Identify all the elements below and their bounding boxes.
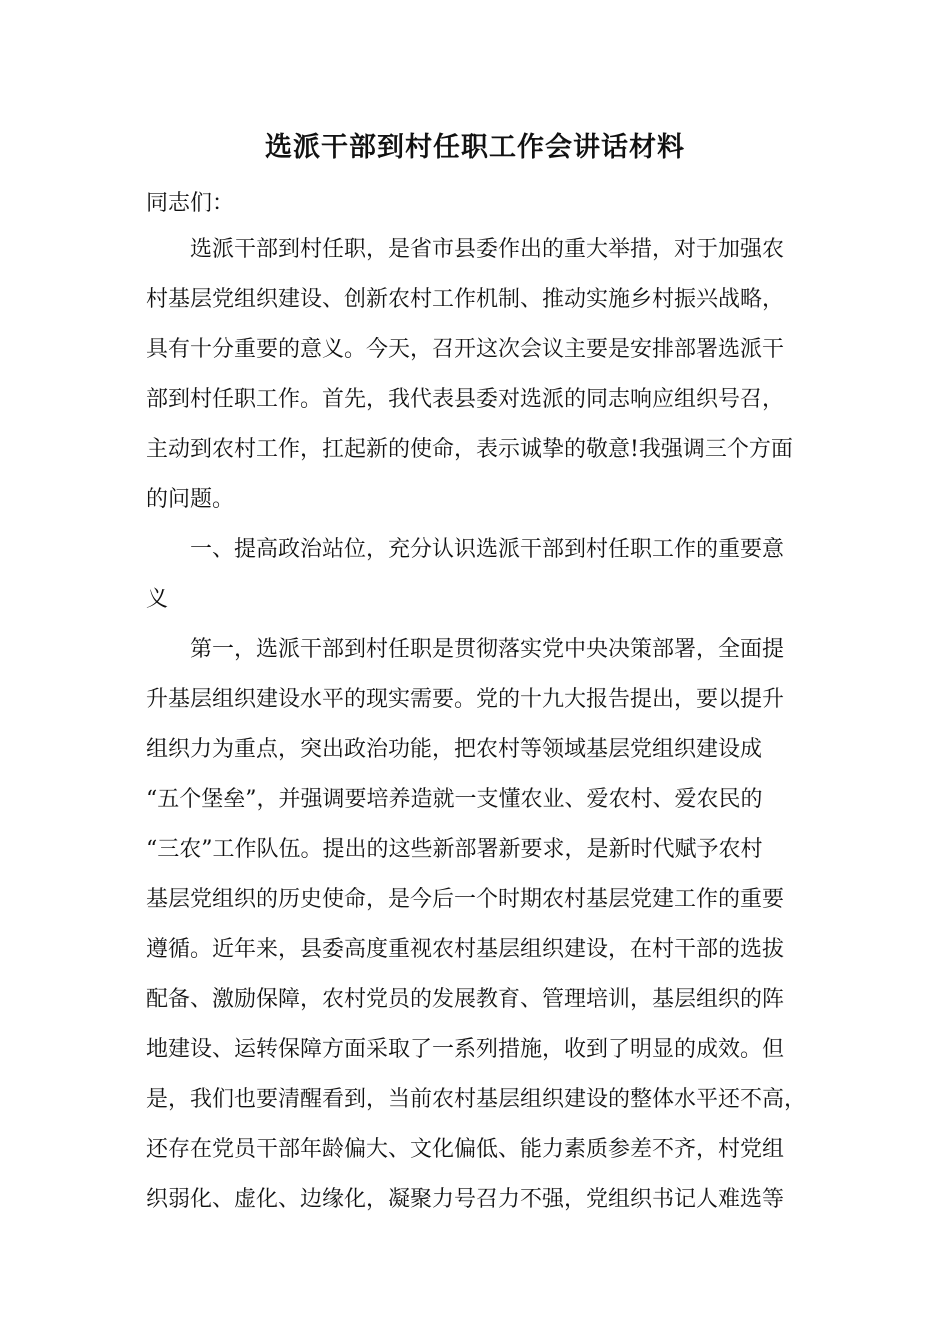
- body-line: 还存在党员干部年龄偏大、文化偏低、能力素质参差不齐，村党组: [146, 1137, 785, 1162]
- body-line: 升基层组织建设水平的现实需要。党的十九大报告提出，要以提升: [146, 687, 785, 712]
- body-line: 选派干部到村任职，是省市县委作出的重大举措，对于加强农: [190, 237, 785, 262]
- body-line: 部到村任职工作。首先，我代表县委对选派的同志响应组织号召，: [146, 387, 785, 412]
- body-line: 组织力为重点，突出政治功能，把农村等领域基层党组织建设成: [146, 737, 763, 762]
- salutation: 同志们：: [146, 191, 235, 216]
- body-line: 具有十分重要的意义。今天，召开这次会议主要是安排部署选派干: [146, 337, 785, 362]
- body-line: 遵循。近年来，县委高度重视农村基层组织建设，在村干部的选拔: [146, 937, 785, 962]
- body-line: 主动到农村工作，扛起新的使命，表示诚挚的敬意!我强调三个方面: [146, 437, 793, 462]
- section-heading-line: 一、提高政治站位，充分认识选派干部到村任职工作的重要意: [190, 537, 785, 562]
- body-line: 第一，选派干部到村任职是贯彻落实党中央决策部署，全面提: [190, 637, 785, 662]
- body-line: 织弱化、虚化、边缘化，凝聚力号召力不强，党组织书记人难选等: [146, 1187, 785, 1212]
- body-line: “三农”工作队伍。提出的这些新部署新要求，是新时代赋予农村: [146, 837, 763, 862]
- body-line: 配备、激励保障，农村党员的发展教育、管理培训，基层组织的阵: [146, 987, 785, 1012]
- body-line: 的问题。: [146, 487, 235, 512]
- document-title: 选派干部到村任职工作会讲话材料: [265, 132, 685, 163]
- body-line: 地建设、运转保障方面采取了一系列措施，收到了明显的成效。但: [146, 1037, 785, 1062]
- body-line: 村基层党组织建设、创新农村工作机制、推动实施乡村振兴战略，: [146, 287, 785, 312]
- body-line: 基层党组织的历史使命，是今后一个时期农村基层党建工作的重要: [146, 887, 785, 912]
- body-line: 是，我们也要清醒看到，当前农村基层组织建设的整体水平还不高，: [146, 1087, 807, 1112]
- section-heading-line: 义: [146, 587, 169, 612]
- body-line: “五个堡垒”，并强调要培养造就一支懂农业、爱农村、爱农民的: [146, 787, 763, 812]
